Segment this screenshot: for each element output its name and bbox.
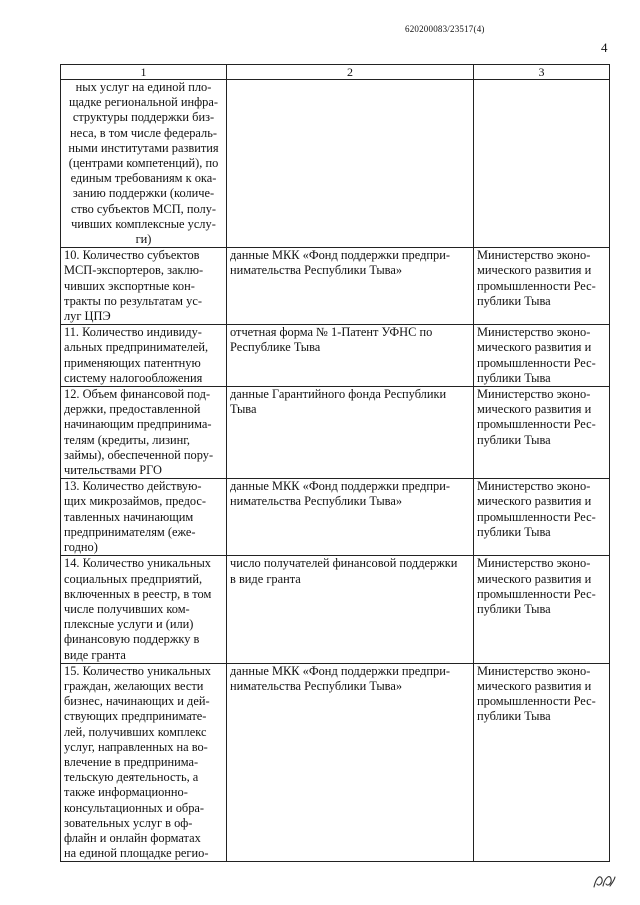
- text-line: займы), обеспеченной пору-: [64, 447, 214, 462]
- text-line: ных услуг на единой пло-: [75, 80, 212, 94]
- text-line: промышленности Рес-: [477, 509, 596, 524]
- text-line: на единой площадке регио-: [64, 846, 209, 861]
- text-line: применяющих патентную: [64, 355, 201, 370]
- text-line: МСП-экспортеров, заклю-: [64, 263, 204, 278]
- document-code: 620200083/23517(4): [405, 24, 485, 34]
- text-line: граждан, желающих вести: [64, 678, 204, 693]
- text-line: виде гранта: [64, 647, 126, 662]
- responsible-body-cell: [474, 248, 610, 325]
- text-line: чивших экспортные кон-: [64, 278, 195, 293]
- table-row: [61, 556, 610, 663]
- responsible-body-cell: [474, 325, 610, 387]
- text-line: мического развития и: [477, 571, 592, 586]
- text-line: мического развития и: [477, 263, 592, 278]
- text-line: услуг, направленных на во-: [64, 739, 208, 754]
- text-line: бизнес, начинающих и дей-: [64, 694, 210, 709]
- text-line: единым требованиям к ока-: [70, 171, 217, 186]
- text-line: также информационно-: [64, 785, 188, 800]
- text-line: промышленности Рес-: [477, 694, 596, 709]
- text-line: Министерство эконо-: [477, 387, 591, 402]
- text-line: держки, предоставленной: [64, 402, 201, 417]
- indicator-cell: [61, 248, 227, 325]
- text-line: ными институтами развития: [68, 140, 219, 155]
- indicator-cell: [61, 387, 227, 479]
- text-line: мического развития и: [477, 340, 592, 355]
- data-source-cell: [227, 325, 474, 387]
- table-row: [61, 663, 610, 862]
- text-line: Министерство эконо-: [477, 248, 591, 263]
- text-line: финансовую поддержку в: [64, 632, 200, 647]
- text-line: чительствами РГО: [64, 463, 162, 478]
- text-line: консультационных и обра-: [64, 800, 205, 815]
- text-line: Тыва: [230, 402, 257, 417]
- text-line: данные Гарантийного фонда Республики: [230, 387, 447, 402]
- text-line: нимательства Республики Тыва»: [230, 263, 403, 278]
- text-line: включенных в реестр, в том: [64, 586, 212, 601]
- text-line: 12. Объем финансовой под-: [64, 387, 211, 402]
- text-line: Министерство эконо-: [477, 663, 591, 678]
- text-line: структуры поддержки биз-: [72, 110, 215, 125]
- table-row: [61, 325, 610, 387]
- responsible-body-cell: [474, 556, 610, 663]
- text-line: лей, получивших комплекс: [64, 724, 207, 739]
- text-line: публики Тыва: [477, 370, 551, 385]
- text-line: Министерство эконо-: [477, 556, 591, 571]
- page-number: 4: [601, 40, 608, 55]
- text-line: нимательства Республики Тыва»: [230, 494, 403, 509]
- text-line: публики Тыва: [477, 709, 551, 724]
- text-line: данные МКК «Фонд поддержки предпри-: [230, 663, 450, 678]
- text-line: тавленных начинающим: [64, 509, 194, 524]
- text-line: Министерство эконо-: [477, 479, 591, 494]
- text-line: 10. Количество субъектов: [64, 248, 200, 263]
- continuation-row: [61, 80, 610, 248]
- text-line: ство субъектов МСП, полу-: [70, 201, 217, 216]
- text-line: начинающим предпринима-: [64, 417, 212, 432]
- column-header-row: [61, 65, 610, 80]
- text-line: 14. Количество уникальных: [64, 556, 211, 571]
- text-line: занию поддержки (количе-: [72, 186, 215, 201]
- text-line: 13. Количество действую-: [64, 479, 202, 494]
- text-line: публики Тыва: [477, 293, 551, 308]
- table-row: [61, 387, 610, 479]
- continuation-cell: [61, 80, 227, 248]
- continuation-empty-cell: [474, 80, 610, 248]
- text-line: предпринимателям (еже-: [64, 524, 196, 539]
- column-header-3: 3: [474, 65, 610, 80]
- text-line: публики Тыва: [477, 524, 551, 539]
- data-source-cell: [227, 556, 474, 663]
- table-row: [61, 248, 610, 325]
- responsible-body-cell: [474, 663, 610, 862]
- text-line: годно): [64, 540, 98, 555]
- text-line: мического развития и: [477, 494, 592, 509]
- indicators-table: [60, 64, 610, 862]
- text-line: неса, в том числе федераль-: [70, 125, 217, 140]
- text-line: промышленности Рес-: [477, 417, 596, 432]
- column-header-2: 2: [227, 65, 474, 80]
- text-line: (центрами компетенций), по: [68, 156, 219, 171]
- text-line: публики Тыва: [477, 601, 551, 616]
- text-line: социальных предприятий,: [64, 571, 203, 586]
- text-line: флайн и онлайн форматах: [64, 830, 201, 845]
- responsible-body-cell: [474, 387, 610, 479]
- text-line: в виде гранта: [230, 571, 301, 586]
- table-body: [61, 80, 610, 862]
- text-line: данные МКК «Фонд поддержки предпри-: [230, 479, 450, 494]
- indicator-cell: [61, 556, 227, 663]
- column-header-1: 1: [61, 65, 227, 80]
- text-line: 15. Количество уникальных: [64, 663, 211, 678]
- text-line: мического развития и: [477, 678, 592, 693]
- text-line: альных предпринимателей,: [64, 340, 209, 355]
- text-line: мического развития и: [477, 402, 592, 417]
- text-line: щадке региональной инфра-: [69, 95, 218, 110]
- table-row: [61, 479, 610, 556]
- text-line: Республике Тыва: [230, 340, 321, 355]
- data-source-cell: [227, 387, 474, 479]
- text-line: щих микрозаймов, предос-: [64, 494, 207, 509]
- indicator-cell: [61, 663, 227, 862]
- text-line: ги): [135, 232, 152, 247]
- text-line: зовательных услуг в оф-: [64, 815, 193, 830]
- responsible-body-cell: [474, 479, 610, 556]
- text-line: луг ЦПЭ: [64, 309, 111, 324]
- text-line: отчетная форма № 1-Патент УФНС по: [230, 325, 433, 340]
- indicator-cell: [61, 479, 227, 556]
- text-line: систему налогообложения: [64, 370, 203, 385]
- data-source-cell: [227, 479, 474, 556]
- text-line: промышленности Рес-: [477, 586, 596, 601]
- text-line: влечение в предпринима-: [64, 754, 199, 769]
- handwritten-initials: [591, 872, 617, 890]
- text-line: число получателей финансовой поддержки: [230, 556, 458, 571]
- text-line: плексные услуги и (или): [64, 617, 194, 632]
- text-line: промышленности Рес-: [477, 355, 596, 370]
- text-line: данные МКК «Фонд поддержки предпри-: [230, 248, 450, 263]
- text-line: публики Тыва: [477, 432, 551, 447]
- continuation-empty-cell: [227, 80, 474, 248]
- text-line: нимательства Республики Тыва»: [230, 678, 403, 693]
- text-line: числе получивших ком-: [64, 601, 190, 616]
- data-source-cell: [227, 663, 474, 862]
- text-line: тракты по результатам ус-: [64, 293, 202, 308]
- text-line: Министерство эконо-: [477, 325, 591, 340]
- text-line: ствующих предпринимате-: [64, 709, 207, 724]
- indicator-cell: [61, 325, 227, 387]
- text-line: телям (кредиты, лизинг,: [64, 432, 191, 447]
- text-line: промышленности Рес-: [477, 278, 596, 293]
- text-line: чивших комплексные услу-: [71, 216, 216, 231]
- data-source-cell: [227, 248, 474, 325]
- text-line: тельскую деятельность, а: [64, 770, 199, 785]
- text-line: 11. Количество индивиду-: [64, 325, 202, 340]
